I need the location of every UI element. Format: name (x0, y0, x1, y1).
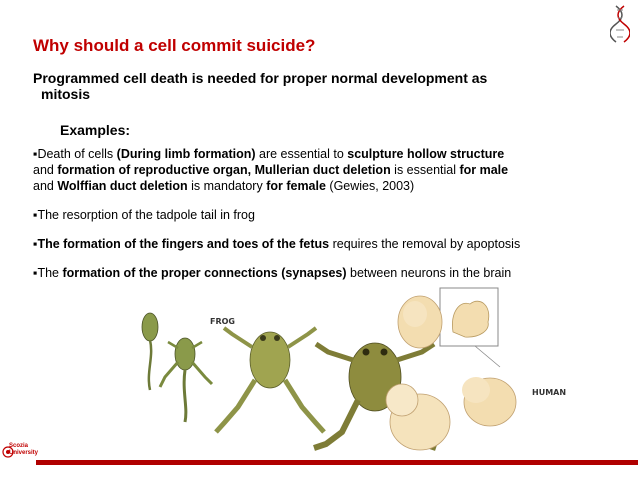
dna-logo-icon (610, 4, 630, 46)
bullet-fingers-toes (33, 236, 623, 252)
text-run-bold: for male (459, 163, 509, 177)
text-run: are essential to (255, 147, 348, 161)
logo-line-2: University (9, 450, 39, 456)
text-run: The resorption of the tadpole tail in frog (37, 208, 255, 222)
tadpole-icon (142, 313, 158, 390)
text-run-bold: for female (266, 179, 326, 193)
human-fetus-icon (386, 384, 450, 450)
slide-title: Why should a cell commit suicide? (33, 36, 316, 55)
text-run: and (33, 163, 58, 177)
text-run-bold: Wolffian duct deletion (57, 179, 188, 193)
text-run: requires the removal by apoptosis (329, 237, 521, 251)
footer-bar (36, 460, 638, 465)
slide-subtitle (33, 70, 573, 102)
development-illustration (120, 282, 620, 457)
text-run: Death of cells (37, 147, 117, 161)
subtitle-line-1: Programmed cell death is needed for proper normal development as (33, 70, 488, 86)
text-run: is essential (390, 163, 460, 177)
bullet-synapses (33, 265, 623, 281)
tadpole-with-legs-icon (160, 338, 212, 422)
human-embryo-icon (462, 377, 516, 426)
bullet-marker: ▪ (33, 237, 38, 251)
text-run-bold: (During limb formation) (116, 147, 256, 161)
human-label: HUMAN (532, 388, 567, 397)
froglet-icon (216, 328, 324, 432)
text-run-bold: formation of the proper connections (synapses) (62, 266, 347, 280)
bullet-limb-formation (33, 146, 623, 194)
text-run: The (37, 266, 63, 280)
text-run-bold: formation of reproductive organ, Mullerian duct deletion (57, 163, 391, 177)
text-run: is mandatory (187, 179, 267, 193)
subtitle-line-2: mitosis (41, 86, 91, 102)
text-run: and (33, 179, 58, 193)
frog-label: FROG (210, 317, 235, 326)
examples-list (33, 146, 623, 281)
university-logo-text (9, 443, 38, 457)
text-run-bold: The formation of the fingers and toes of the fetus (37, 237, 330, 251)
hand-inset-icon (440, 288, 500, 367)
examples-heading: Examples: (60, 122, 131, 138)
logo-line-1: Scozia (9, 443, 29, 449)
bullet-marker: ▪ (33, 147, 38, 161)
bullet-marker: ▪ (33, 208, 38, 222)
human-embryo-icon (398, 296, 442, 348)
bullet-marker: ▪ (33, 266, 38, 280)
text-run-bold: sculpture hollow structure (347, 147, 505, 161)
text-run: (Gewies, 2003) (325, 179, 415, 193)
bullet-tadpole-tail (33, 207, 623, 223)
text-run: between neurons in the brain (346, 266, 512, 280)
